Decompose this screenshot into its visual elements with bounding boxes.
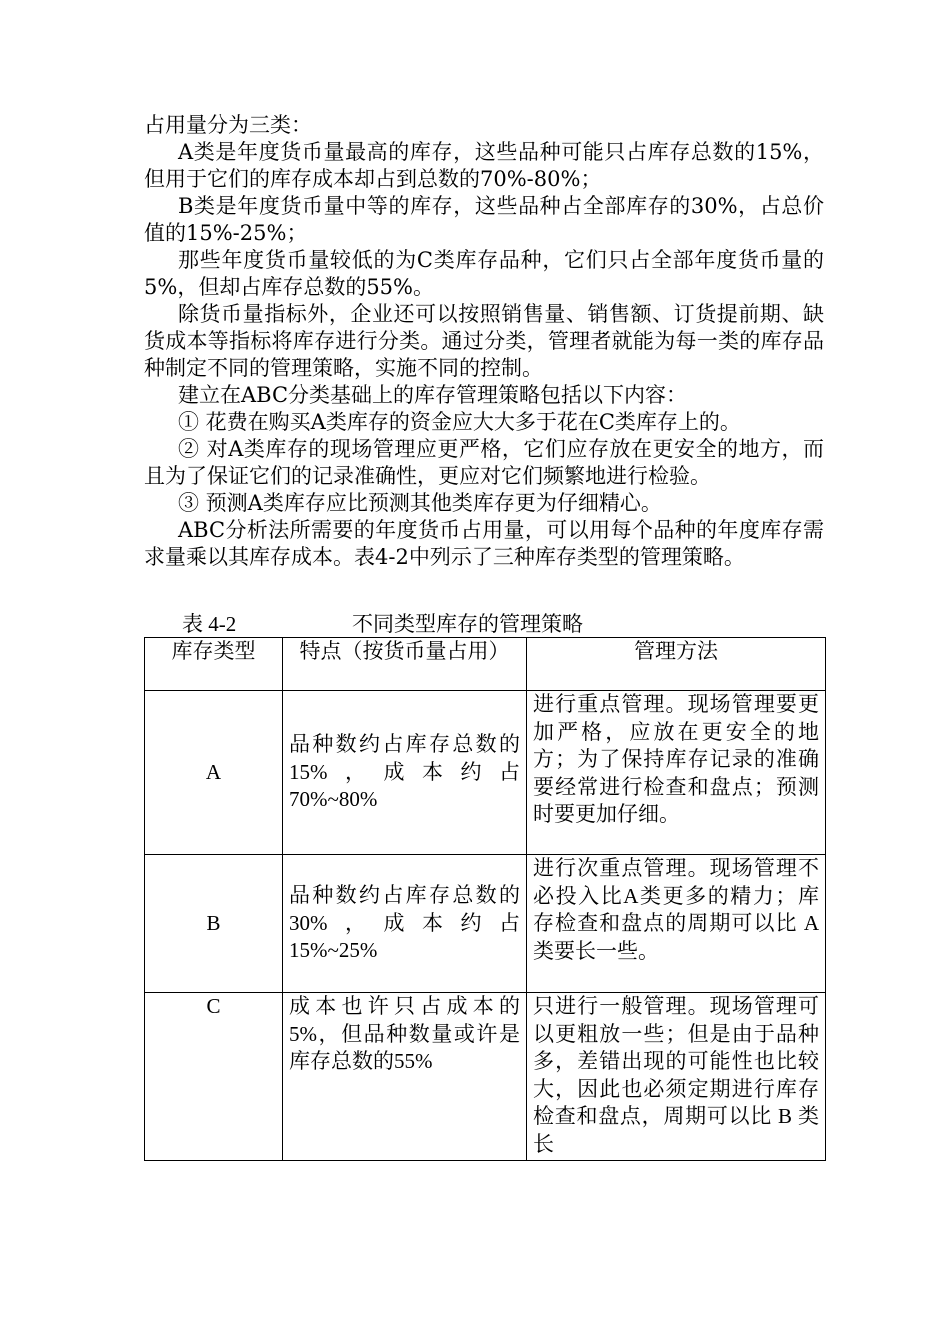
paragraph-class-a: A类是年度货币量最高的库存，这些品种可能只占库存总数的15%，但用于它们的库存成本却占到总数的70%-80%；: [144, 140, 824, 191]
table-row: [145, 691, 826, 855]
paragraph-strategy-intro: 建立在ABC分类基础上的库存管理策略包括以下内容：: [178, 383, 688, 407]
cell-method: 进行次重点管理。现场管理不必投入比A类更多的精力；库存检查和盘点的周期可以比 A 类要长一些。: [527, 855, 826, 993]
cell-feature: 品种数约占库存总数的 15%，成本约占70%~80%: [283, 691, 527, 855]
table-header-row: [145, 638, 826, 691]
table-row: [145, 855, 826, 993]
table-caption-title: 不同类型库存的管理策略: [352, 612, 583, 636]
paragraph-strategy-2: ② 对A类库存的现场管理应更严格，它们应存放在更安全的地方，而且为了保证它们的记录准确性，更应对它们频繁地进行检验。: [144, 437, 824, 488]
paragraph-abc-analysis: ABC分析法所需要的年度货币占用量，可以用每个品种的年度库存需求量乘以其库存成本。表4-2中列示了三种库存类型的管理策略。: [144, 518, 824, 569]
paragraph-other-criteria: 除货币量指标外，企业还可以按照销售量、销售额、订货提前期、缺货成本等指标将库存进行分类。通过分类，管理者就能为每一类的库存品种制定不同的管理策略，实施不同的控制。: [144, 302, 824, 380]
paragraph-class-c: 那些年度货币量较低的为C类库存品种，它们只占全部年度货币量的5%，但却占库存总数的55%。: [144, 248, 824, 299]
header-management-method: 管理方法: [527, 638, 826, 691]
table-row: [145, 993, 826, 1161]
paragraph-class-b: B类是年度货币量中等的库存，这些品种占全部库存的30%，占总价值的15%-25%；: [144, 194, 824, 245]
inventory-strategy-table: [144, 637, 826, 1161]
cell-type: B: [145, 855, 283, 993]
table-caption-number: 表 4-2: [182, 612, 237, 636]
table-caption: [144, 611, 824, 637]
cell-method: 只进行一般管理。现场管理可以更粗放一些；但是由于品种多，差错出现的可能性也比较大，因此也必须定期进行库存检查和盘点，周期可以比 B 类长: [527, 993, 826, 1161]
cell-feature: 成本也许只占成本的5%，但品种数量或许是库存总数的55%: [283, 993, 527, 1161]
cell-feature: 品种数约占库存总数的 30%，成本约占15%~25%: [283, 855, 527, 993]
document-page: [144, 112, 824, 1161]
cell-method: 进行重点管理。现场管理要更加严格，应放在更安全的地方；为了保持库存记录的准确要经常进行检查和盘点；预测时要更加仔细。: [527, 691, 826, 855]
header-inventory-type: 库存类型: [145, 638, 283, 691]
header-features: 特点（按货币量占用）: [283, 638, 527, 691]
paragraph-strategy-3: ③ 预测A类库存应比预测其他类库存更为仔细精心。: [178, 491, 662, 515]
cell-type: A: [145, 691, 283, 855]
paragraph-strategy-1: ① 花费在购买A类库存的资金应大大多于花在C类库存上的。: [178, 410, 741, 434]
paragraph-intro: 占用量分为三类：: [144, 113, 312, 137]
spacer: [144, 571, 824, 611]
cell-type: C: [145, 993, 283, 1161]
